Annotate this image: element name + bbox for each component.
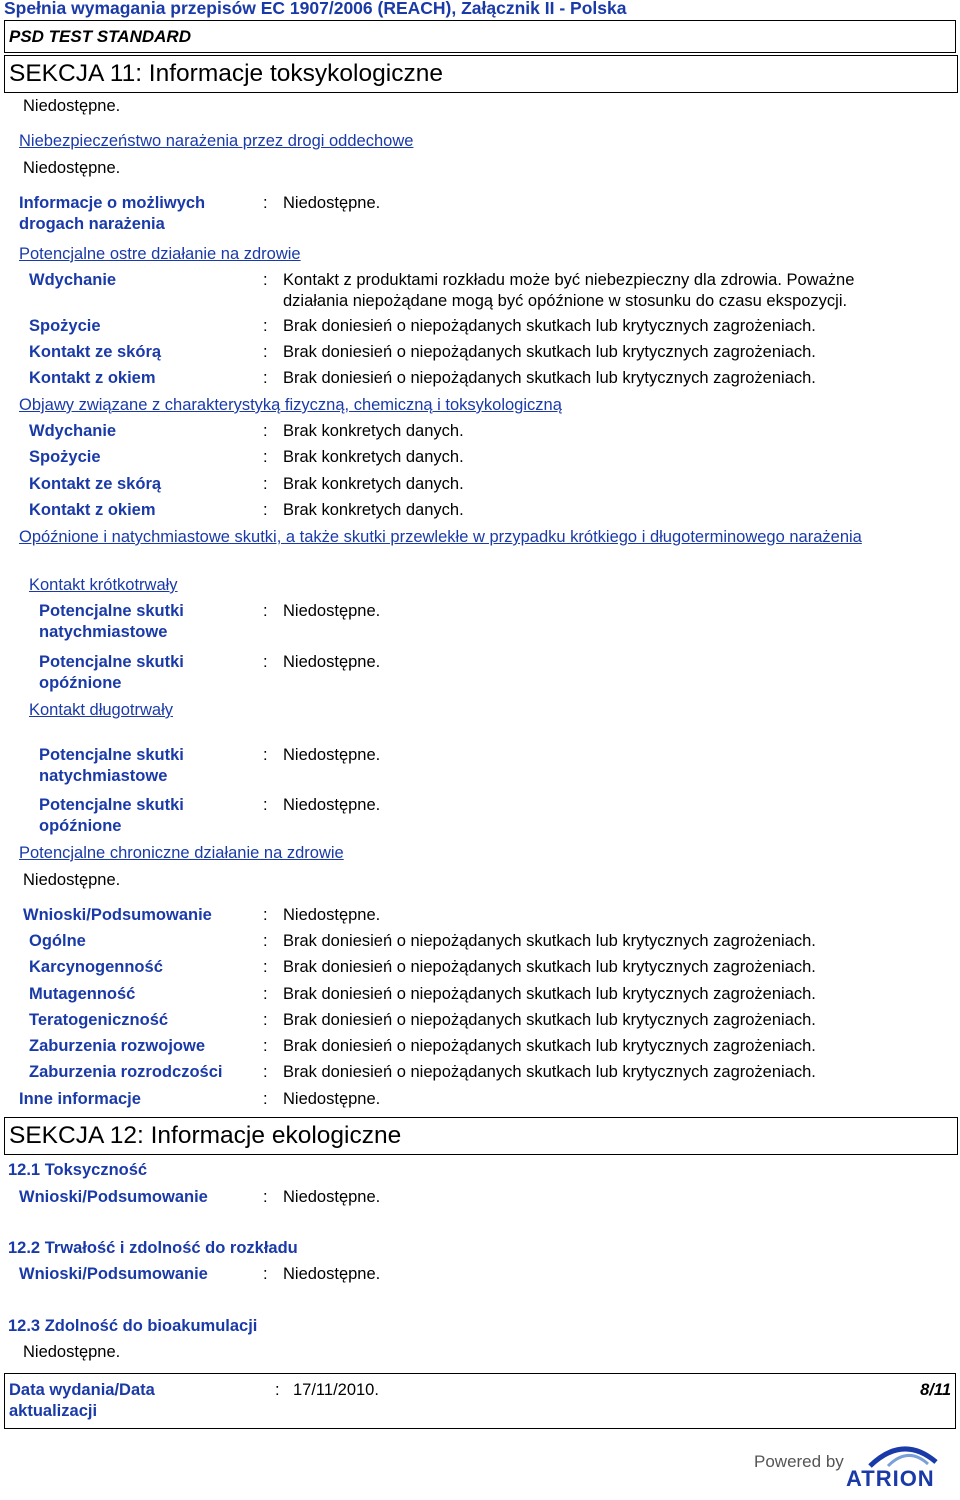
footer-date-value: 17/11/2010.	[293, 1381, 379, 1399]
powered-by-text: Powered by	[754, 1452, 844, 1471]
atrion-logo-arc-icon	[868, 1440, 938, 1468]
toxicity-colon: :	[263, 1188, 268, 1206]
summary-value: Niedostępne.	[283, 906, 381, 924]
chronic-item-value: Brak doniesień o niepożądanych skutkach lub krytycznych zagrożeniach.	[283, 932, 816, 950]
symptom-label: Spożycie	[29, 448, 101, 466]
chronic-heading: Potencjalne chroniczne działanie na zdrowie	[19, 844, 344, 862]
product-box	[4, 20, 956, 53]
persistence-heading: 12.2 Trwałość i zdolność do rozkładu	[8, 1239, 298, 1257]
chronic-item-value: Brak doniesień o niepożądanych skutkach lub krytycznych zagrożeniach.	[283, 1063, 816, 1081]
footer-date-label: Data wydania/Data aktualizacji	[9, 1381, 155, 1420]
symptom-value: Brak konkretych danych.	[283, 475, 464, 493]
acute-value: Brak doniesień o niepożądanych skutkach lub krytycznych zagrożeniach.	[283, 317, 816, 335]
toxicity-label: Wnioski/Podsumowanie	[19, 1188, 208, 1206]
chronic-label: Teratogeniczność	[29, 1011, 169, 1029]
atrion-brand: ATRION	[846, 1466, 935, 1491]
long-effect-label: Potencjalne skutki opóźnione	[39, 796, 184, 835]
symptom-value: Brak konkretych danych.	[283, 501, 464, 519]
chronic-label: Ogólne	[29, 932, 86, 950]
chronic-item-value: Brak doniesień o niepożądanych skutkach lub krytycznych zagrożeniach.	[283, 958, 816, 976]
short-effect-label: Potencjalne skutki opóźnione	[39, 653, 184, 692]
acute-label: Kontakt ze skórą	[29, 343, 162, 361]
persistence-colon: :	[263, 1265, 268, 1283]
toxicity-heading: 12.1 Toksyczność	[8, 1161, 148, 1179]
other-info-colon: :	[263, 1090, 268, 1108]
long-effect-colon: :	[263, 796, 268, 814]
acute-colon: :	[263, 317, 268, 335]
long-effect-value: Niedostępne.	[283, 746, 381, 764]
respiratory-value: Niedostępne.	[23, 159, 121, 177]
footer-box	[4, 1373, 956, 1429]
chronic-label: Zaburzenia rozrodczości	[29, 1063, 223, 1081]
bioaccumulation-heading: 12.3 Zdolność do bioakumulacji	[8, 1317, 258, 1335]
acute-heading: Potencjalne ostre działanie na zdrowie	[19, 245, 301, 263]
regulation-header: Spełnia wymagania przepisów EC 1907/2006 (REACH), Załącznik II - Polska	[4, 0, 627, 18]
long-effect-value: Niedostępne.	[283, 796, 381, 814]
section-11-title: SEKCJA 11: Informacje toksykologiczne	[4, 55, 958, 93]
chronic-colon: :	[263, 932, 268, 950]
acute-label: Wdychanie	[29, 271, 117, 289]
symptom-colon: :	[263, 422, 268, 440]
summary-label: Wnioski/Podsumowanie	[23, 906, 212, 924]
short-effect-colon: :	[263, 602, 268, 620]
page-number: 8/11	[920, 1381, 951, 1399]
symptom-label: Kontakt ze skórą	[29, 475, 162, 493]
chronic-item-value: Brak doniesień o niepożądanych skutkach lub krytycznych zagrożeniach.	[283, 985, 816, 1003]
bioaccumulation-value: Niedostępne.	[23, 1343, 121, 1361]
symptom-colon: :	[263, 475, 268, 493]
short-term-heading: Kontakt krótkotrwały	[29, 576, 178, 594]
summary-colon: :	[263, 906, 268, 924]
respiratory-heading: Niebezpieczeństwo narażenia przez drogi oddechowe	[19, 132, 414, 150]
product-name: PSD TEST STANDARD	[9, 27, 191, 46]
acute-label: Spożycie	[29, 317, 101, 335]
acute-value: Brak doniesień o niepożądanych skutkach lub krytycznych zagrożeniach.	[283, 343, 816, 361]
routes-label: Informacje o możliwych drogach narażenia	[19, 194, 206, 233]
chronic-colon: :	[263, 1011, 268, 1029]
long-effect-colon: :	[263, 746, 268, 764]
symptom-colon: :	[263, 448, 268, 466]
chronic-value: Niedostępne.	[23, 871, 121, 889]
routes-value: Niedostępne.	[283, 194, 381, 212]
symptoms-heading: Objawy związane z charakterystyką fizyczną, chemiczną i toksykologiczną	[19, 396, 562, 414]
chronic-item-value: Brak doniesień o niepożądanych skutkach lub krytycznych zagrożeniach.	[283, 1037, 816, 1055]
symptom-value: Brak konkretych danych.	[283, 448, 464, 466]
section-11-intro: Niedostępne.	[23, 97, 121, 115]
chronic-colon: :	[263, 958, 268, 976]
long-term-heading: Kontakt długotrwały	[29, 701, 173, 719]
section-12-title: SEKCJA 12: Informacje ekologiczne	[4, 1117, 958, 1155]
symptom-value: Brak konkretych danych.	[283, 422, 464, 440]
symptom-colon: :	[263, 501, 268, 519]
routes-colon: :	[263, 194, 268, 212]
footer-date-colon: :	[275, 1381, 280, 1399]
delayed-heading: Opóźnione i natychmiastowe skutki, a także skutki przewlekłe w przypadku krótkiego i długoterminowego narażenia	[19, 528, 862, 546]
other-info-label: Inne informacje	[19, 1090, 141, 1108]
toxicity-value: Niedostępne.	[283, 1188, 381, 1206]
short-effect-colon: :	[263, 653, 268, 671]
short-effect-label: Potencjalne skutki natychmiastowe	[39, 602, 184, 641]
acute-value: Brak doniesień o niepożądanych skutkach lub krytycznych zagrożeniach.	[283, 369, 816, 387]
symptom-label: Wdychanie	[29, 422, 117, 440]
short-effect-value: Niedostępne.	[283, 602, 381, 620]
chronic-label: Zaburzenia rozwojowe	[29, 1037, 206, 1055]
other-info-value: Niedostępne.	[283, 1090, 381, 1108]
acute-label: Kontakt z okiem	[29, 369, 156, 387]
long-effect-label: Potencjalne skutki natychmiastowe	[39, 746, 184, 785]
acute-value: Kontakt z produktami rozkładu może być niebezpieczny dla zdrowia. Poważne działania niepożądane mogą być opóźnione w stosunku do czasu ekspozycji.	[283, 271, 855, 310]
acute-colon: :	[263, 369, 268, 387]
persistence-label: Wnioski/Podsumowanie	[19, 1265, 208, 1283]
chronic-colon: :	[263, 1063, 268, 1081]
symptom-label: Kontakt z okiem	[29, 501, 156, 519]
acute-colon: :	[263, 343, 268, 361]
short-effect-value: Niedostępne.	[283, 653, 381, 671]
persistence-value: Niedostępne.	[283, 1265, 381, 1283]
chronic-colon: :	[263, 1037, 268, 1055]
chronic-label: Mutagenność	[29, 985, 136, 1003]
chronic-item-value: Brak doniesień o niepożądanych skutkach lub krytycznych zagrożeniach.	[283, 1011, 816, 1029]
chronic-label: Karcynogenność	[29, 958, 163, 976]
acute-colon: :	[263, 271, 268, 289]
chronic-colon: :	[263, 985, 268, 1003]
